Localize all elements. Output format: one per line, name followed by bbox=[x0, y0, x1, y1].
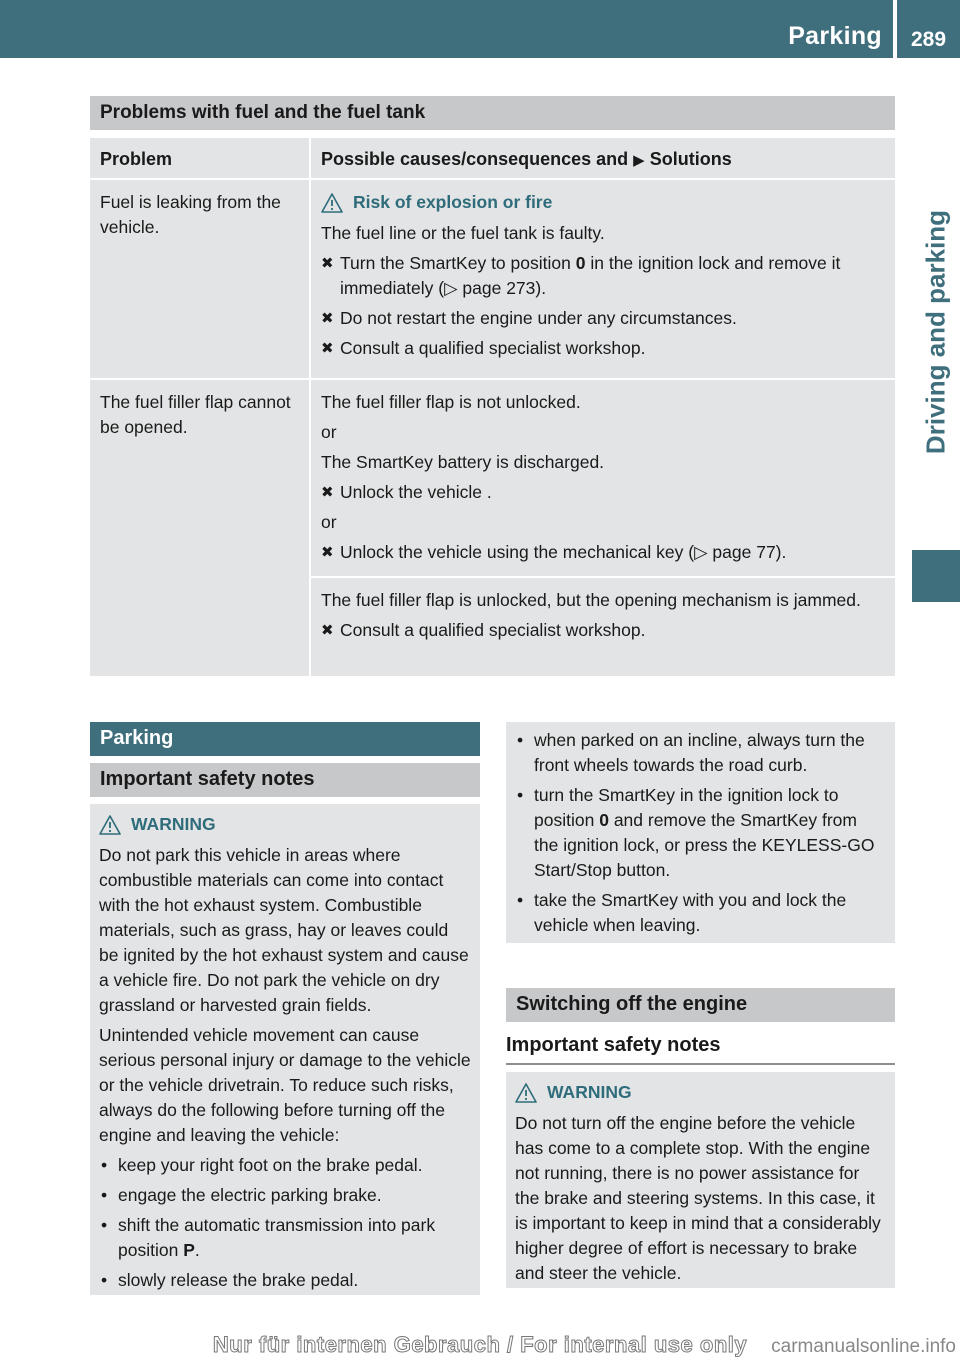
solution-cell bbox=[311, 380, 895, 676]
bullet-icon: • bbox=[517, 785, 524, 805]
page-number: 289 bbox=[910, 28, 947, 51]
gear-position-value: P bbox=[183, 1240, 195, 1260]
list-item-text: turn the SmartKey in the ignition lock to position bbox=[534, 785, 839, 830]
list-item-text-end: . bbox=[194, 1240, 200, 1260]
step-arrow-icon: ✖ bbox=[321, 484, 334, 501]
solution-subcell bbox=[311, 576, 895, 656]
cause-text: The SmartKey battery is discharged. bbox=[321, 452, 605, 472]
table-row bbox=[90, 180, 895, 380]
step-text: Consult a qualified specialist workshop. bbox=[340, 620, 646, 640]
step-position-value: 0 bbox=[575, 253, 586, 273]
warning-line bbox=[321, 190, 885, 215]
list-item bbox=[99, 1268, 471, 1293]
step-arrow-icon: ✖ bbox=[321, 544, 334, 561]
column-header-problem: Problem bbox=[90, 138, 311, 178]
chapter-tab-marker bbox=[912, 550, 960, 602]
problem-cell: Fuel is leaking from the vehicle. bbox=[90, 180, 311, 378]
section-heading-parking: Parking bbox=[90, 722, 480, 756]
key-position-value: 0 bbox=[599, 810, 609, 830]
internal-use-notice: Nur für internen Gebrauch / For internal use only bbox=[212, 1332, 748, 1357]
table-title: Problems with fuel and the fuel tank bbox=[90, 96, 895, 130]
table-header-row bbox=[90, 138, 895, 180]
warning-line bbox=[515, 1080, 886, 1105]
step-text: Unlock the vehicle using the mechanical key ( bbox=[340, 542, 695, 562]
running-header-title: Parking bbox=[788, 22, 882, 50]
step-text: Turn the SmartKey to position bbox=[340, 253, 571, 273]
triangle-arrow-icon: ▶ bbox=[633, 152, 645, 169]
page-reference-link[interactable]: page 77). bbox=[712, 542, 787, 562]
column-header-solutions-pre: Possible causes/consequences and bbox=[321, 149, 629, 169]
list-item bbox=[99, 1153, 471, 1178]
warning-text: Do not turn off the engine before the vehicle has come to a complete stop. With the engine not running, there is no power assistance for the brake and steering systems. In this case, it is important to keep in mind that a considerably higher degree of effort is necessary to brake and steer the vehicle. bbox=[515, 1113, 881, 1283]
list-item-text: when parked on an incline, always turn the front wheels towards the road curb. bbox=[534, 730, 865, 775]
step-arrow-icon: ✖ bbox=[321, 340, 334, 357]
step-text: Consult a qualified specialist workshop. bbox=[340, 338, 646, 358]
column-header-solutions-post: Solutions bbox=[649, 149, 732, 169]
or-text: or bbox=[321, 422, 337, 442]
bullet-icon: • bbox=[101, 1155, 108, 1175]
list-item bbox=[515, 728, 886, 778]
warning-label: WARNING bbox=[131, 814, 216, 834]
instruction-step bbox=[321, 306, 885, 331]
problem-cell: The fuel filler flap cannot be opened. bbox=[90, 380, 311, 676]
list-item bbox=[515, 783, 886, 883]
list-item-text: slowly release the brake pedal. bbox=[118, 1270, 359, 1290]
chapter-side-tab-label: Driving and parking bbox=[920, 209, 951, 455]
step-arrow-icon: ✖ bbox=[321, 622, 334, 639]
step-text: Unlock the vehicle . bbox=[340, 482, 492, 502]
solution-subcell bbox=[311, 380, 895, 576]
warning-line bbox=[99, 812, 471, 837]
solution-cell bbox=[311, 180, 895, 378]
step-text: Do not restart the engine under any circumstances. bbox=[340, 308, 737, 328]
cause-text: The fuel filler flap is not unlocked. bbox=[321, 392, 581, 412]
bullet-icon: • bbox=[101, 1270, 108, 1290]
parking-warning-box bbox=[90, 804, 480, 1295]
column-header-solutions bbox=[311, 138, 895, 178]
step-text-continued: in the ignition lock and remove it immediately ( bbox=[340, 253, 841, 298]
warning-triangle-icon bbox=[321, 193, 343, 213]
page-reference-icon: ▷ bbox=[694, 542, 708, 562]
intro-text: Unintended vehicle movement can cause serious personal injury or damage to the vehicle or the vehicle drivetrain. To reduce such risks, always do the following before turning off the engine and leaving the vehicle: bbox=[99, 1025, 471, 1145]
warning-triangle-icon bbox=[515, 1083, 537, 1103]
list-item-text-continued: and remove the SmartKey from the ignition lock, or press the KEYLESS-GO Start/Stop button. bbox=[534, 810, 875, 880]
warning-text: Do not park this vehicle in areas where combustible materials can come into contact with the hot exhaust system. Combustible materials, such as grass, hay or leaves could be ignited by the hot exhaust system and cause a vehicle fire. Do not park the vehicle on dry grassland or harvested grain fields. bbox=[99, 845, 469, 1015]
subsection-heading-safety: Important safety notes bbox=[90, 763, 480, 797]
section-heading-engine-off: Switching off the engine bbox=[506, 988, 895, 1022]
or-text: or bbox=[321, 512, 337, 532]
bullet-icon: • bbox=[517, 890, 524, 910]
page-reference-icon: ▷ bbox=[444, 278, 458, 298]
problems-table bbox=[90, 138, 895, 678]
warning-label: Risk of explosion or fire bbox=[353, 192, 553, 212]
warning-triangle-icon bbox=[99, 815, 121, 835]
list-item-text: take the SmartKey with you and lock the vehicle when leaving. bbox=[534, 890, 847, 935]
instruction-step bbox=[321, 480, 885, 505]
bullet-icon: • bbox=[517, 730, 524, 750]
cause-text: The fuel filler flap is unlocked, but the opening mechanism is jammed. bbox=[321, 590, 861, 610]
step-arrow-icon: ✖ bbox=[321, 310, 334, 327]
instruction-step bbox=[321, 251, 885, 301]
subsection-heading-engine-safety: Important safety notes bbox=[506, 1034, 895, 1065]
instruction-step bbox=[321, 618, 885, 643]
parking-warning-box-continued bbox=[506, 722, 895, 943]
bullet-icon: • bbox=[101, 1215, 108, 1235]
engine-warning-box bbox=[506, 1072, 895, 1288]
step-arrow-icon: ✖ bbox=[321, 255, 334, 272]
page-reference-link[interactable]: page 273). bbox=[462, 278, 547, 298]
source-watermark: carmanualsonline.info bbox=[771, 1336, 956, 1357]
table-row bbox=[90, 380, 895, 678]
warning-label: WARNING bbox=[547, 1082, 632, 1102]
cause-text: The fuel line or the fuel tank is faulty. bbox=[321, 223, 605, 243]
list-item bbox=[99, 1183, 471, 1208]
list-item-text: shift the automatic transmission into park position bbox=[118, 1215, 436, 1260]
list-item bbox=[515, 888, 886, 938]
list-item bbox=[99, 1213, 471, 1263]
instruction-step bbox=[321, 540, 885, 565]
chapter-side-tab bbox=[912, 62, 960, 602]
instruction-step bbox=[321, 336, 885, 361]
list-item-text: keep your right foot on the brake pedal. bbox=[118, 1155, 423, 1175]
bullet-icon: • bbox=[101, 1185, 108, 1205]
list-item-text: engage the electric parking brake. bbox=[118, 1185, 382, 1205]
